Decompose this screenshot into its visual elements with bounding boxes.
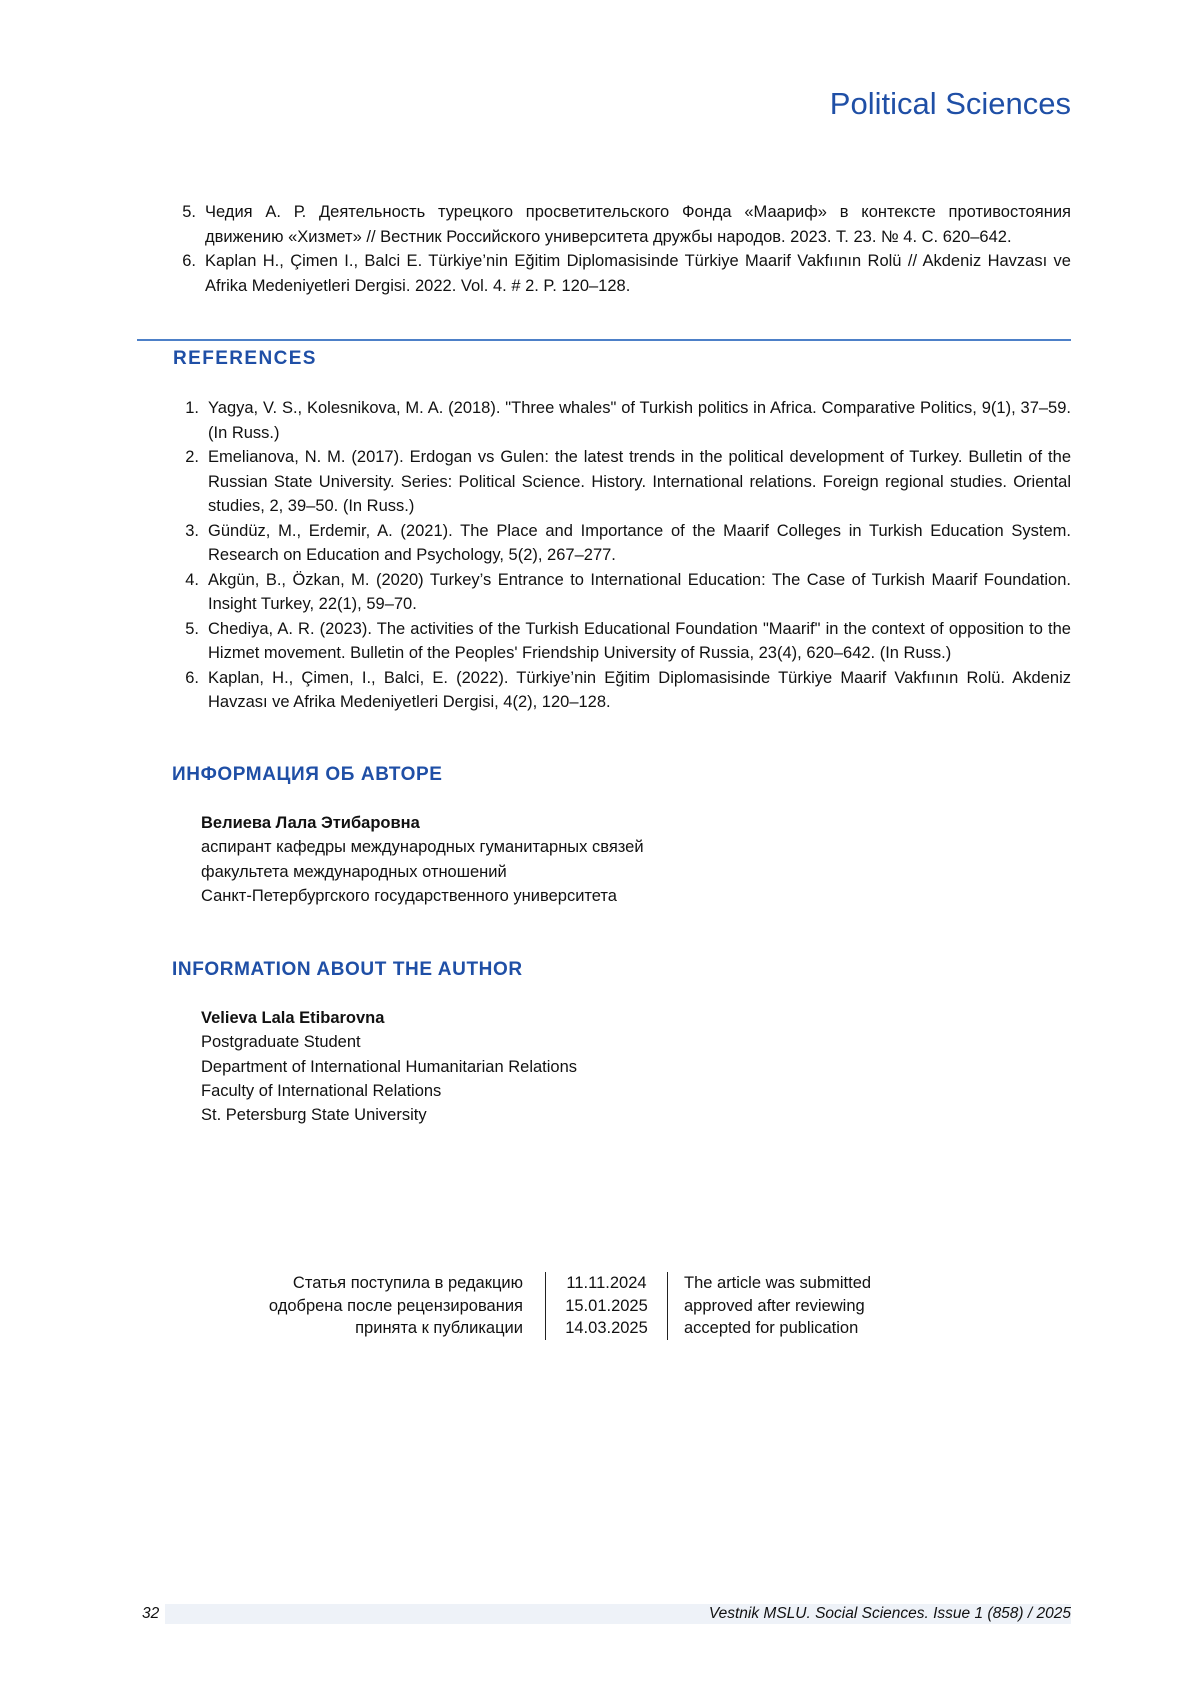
reference-text: Yagya, V. S., Kolesnikova, M. A. (2018). "Three whales" of Turkish politics in Africa. Comparative Politics, 9(1), 37–59. (In Russ.) — [208, 399, 1071, 442]
approved-label-en: approved after reviewing — [684, 1295, 871, 1318]
section-title: Political Sciences — [830, 86, 1071, 122]
accepted-label-en: accepted for publication — [684, 1317, 871, 1340]
reference-text: Чедия А. Р. Деятельность турецкого просветительского Фонда «Маариф» в контексте противостояния движению «Хизмет» // Вестник Российского университета дружбы народов. 2023. Т. 23. № 4. С. 620–642. — [205, 203, 1071, 246]
author-position-ru: аспирант кафедры международных гуманитарных связей — [201, 835, 644, 859]
accepted-date: 14.03.2025 — [546, 1317, 667, 1340]
author-info-ru — [201, 811, 644, 908]
russian-reference-list — [172, 200, 1071, 298]
dates-labels-ru — [269, 1272, 523, 1340]
author-university-en: St. Petersburg State University — [201, 1103, 577, 1127]
references-heading: REFERENCES — [173, 348, 317, 370]
dates-values — [545, 1272, 668, 1340]
author-department-en: Department of International Humanitarian Relations — [201, 1055, 577, 1079]
reference-text: Gündüz, M., Erdemir, A. (2021). The Place and Importance of the Maarif Colleges in Turkish Education System. Research on Education and Psychology, 5(2), 267–277. — [208, 522, 1071, 565]
author-info-en — [201, 1006, 577, 1127]
author-university-ru: Санкт-Петербургского государственного университета — [201, 884, 644, 908]
list-item — [175, 445, 1071, 519]
approved-date: 15.01.2025 — [546, 1295, 667, 1318]
approved-label-ru: одобрена после рецензирования — [269, 1295, 523, 1318]
author-position-en: Postgraduate Student — [201, 1030, 577, 1054]
list-item — [172, 249, 1071, 298]
submitted-date: 11.11.2024 — [546, 1272, 667, 1295]
reference-text: Kaplan H., Çimen I., Balci E. Türkiye’nin Eğitim Diplomasisinde Türkiye Maarif Vakfıının Rolü // Akdeniz Havzası ve Afrika Medeniyetleri Dergisi. 2022. Vol. 4. # 2. P. 120–128. — [205, 252, 1071, 295]
author-faculty-ru: факультета международных отношений — [201, 860, 644, 884]
journal-info: Vestnik MSLU. Social Sciences. Issue 1 (858) / 2025 — [709, 1604, 1071, 1624]
reference-text: Chediya, A. R. (2023). The activities of the Turkish Educational Foundation "Maarif" in the context of opposition to the Hizmet movement. Bulletin of the Peoples' Friendship University of Russia, 23(4), 620–642. (In Russ.) — [208, 620, 1071, 663]
list-item — [175, 519, 1071, 568]
reference-number: 6. — [175, 666, 199, 691]
list-item — [175, 396, 1071, 445]
reference-text: Kaplan, H., Çimen, I., Balci, E. (2022). Türkiye’nin Eğitim Diplomasisinde Türkiye Maarif Vakfıının Rolü. Akdeniz Havzası ve Afrika Medeniyetleri Dergisi, 4(2), 120–128. — [208, 669, 1071, 712]
list-item — [175, 568, 1071, 617]
page-number: 32 — [142, 1604, 159, 1624]
section-divider — [137, 339, 1071, 341]
author-name-en: Velieva Lala Etibarovna — [201, 1006, 577, 1030]
dates-labels-en — [684, 1272, 871, 1340]
reference-number: 4. — [175, 568, 199, 593]
submitted-label-ru: Статья поступила в редакцию — [269, 1272, 523, 1295]
author-faculty-en: Faculty of International Relations — [201, 1079, 577, 1103]
submitted-label-en: The article was submitted — [684, 1272, 871, 1295]
reference-number: 5. — [172, 200, 196, 225]
author-info-ru-heading: ИНФОРМАЦИЯ ОБ АВТОРЕ — [172, 764, 443, 786]
reference-text: Akgün, B., Özkan, M. (2020) Turkey’s Entrance to International Education: The Case of Turkish Maarif Foundation. Insight Turkey, 22(1), 59–70. — [208, 571, 1071, 614]
author-name-ru: Велиева Лала Этибаровна — [201, 811, 644, 835]
references-list — [175, 396, 1071, 715]
reference-number: 6. — [172, 249, 196, 274]
reference-number: 5. — [175, 617, 199, 642]
list-item — [172, 200, 1071, 249]
author-info-en-heading: INFORMATION ABOUT THE AUTHOR — [172, 959, 523, 981]
list-item — [175, 666, 1071, 715]
reference-number: 3. — [175, 519, 199, 544]
reference-number: 2. — [175, 445, 199, 470]
accepted-label-ru: принята к публикации — [269, 1317, 523, 1340]
reference-number: 1. — [175, 396, 199, 421]
list-item — [175, 617, 1071, 666]
reference-text: Emelianova, N. M. (2017). Erdogan vs Gulen: the latest trends in the political development of Turkey. Bulletin of the Russian State University. Series: Political Science. History. International relations. Foreign regional studies. Oriental studies, 2, 39–50. (In Russ.) — [208, 448, 1071, 515]
